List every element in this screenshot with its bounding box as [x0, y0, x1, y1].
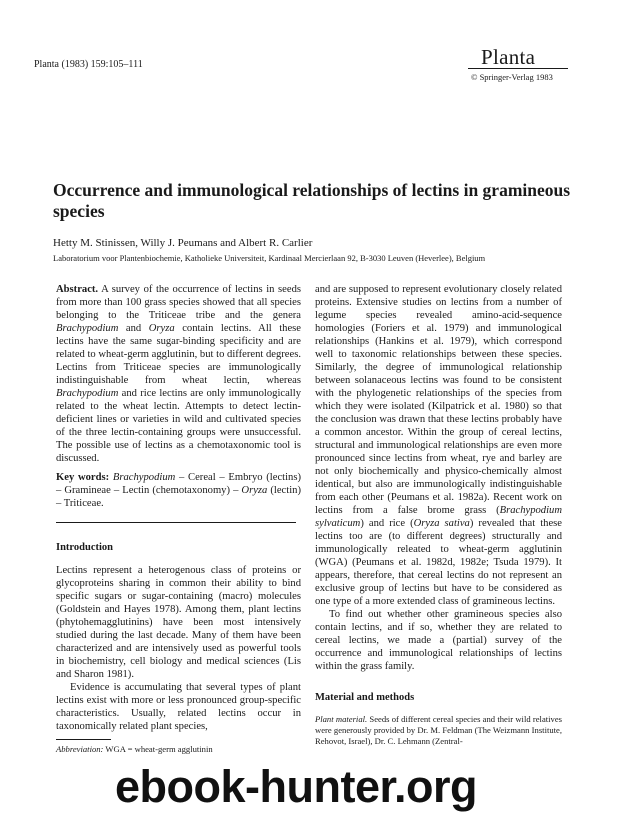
body-text: and are supposed to represent evolutionary closely related proteins. Extensive studies on lectins from a number of legume species revealed amino-acid-sequence homologies (Foriers et al. 1979) and immunological relationships (Hankins et al. 1979), which correspond well to taxonomic relationships between these species. Similarly, the degree of immunological relationship between solanaceous lectins was found to be consistent with the phylogenetic relationships of the species from which they were isolated (Kilpatrick et al. 1980) so that the conclusion was drawn that these lectins probably have a common ancestor. Within the group of cereal lectins, structural and immunological relationships are even more pronounced since lectins from wheat, rye and barley are not only biochemically and physico-chemically almost identical, but also are immunologically indistinguishable from each other (Peumans et al. 1982a). Recent work on lectins from a false brome grass (	[315, 284, 562, 516]
keyword-genus: Oryza	[241, 485, 268, 496]
keywords-paragraph	[56, 471, 301, 510]
abstract-genus: Oryza	[148, 323, 175, 334]
abstract-label: Abstract.	[56, 284, 99, 295]
introduction-paragraph-1: Lectins represent a heterogenous class of proteins or glycoproteins sharing in common their ability to bind specific sugars or sugar-containing (macro) molecules (Goldstein and Hayes 1978). Among them, plant lectins (phytohemagglutinins) have been most intensively studied during the last decade. Many of them have been characterized and are intensively used as powerful tools in biochemistry, cell biology and medical sciences (Lis and Sharon 1981).	[56, 565, 301, 680]
footnote-label: Abbreviation:	[56, 744, 104, 754]
body-text: ) revealed that these lectins too are (to different degrees) structurally and immunologically releated to wheat-germ agglutinin (WGA) (Peumans et al. 1982d, 1982e; Tsuda 1979). It appears, therefore, that cereal lectins do not represent an exclusive group of lectins but have to be considered as one type of a more extended class of gramineous lectins.	[315, 518, 562, 607]
journal-reference: Planta (1983) 159:105–111	[34, 59, 143, 70]
author-affiliation: Laboratorium voor Plantenbiochemie, Katholieke Universiteit, Kardinaal Mercierlaan 92, B-3030 Leuven (Heverlee), Belgium	[53, 253, 486, 263]
watermark: ebook-hunter.org	[115, 761, 477, 812]
body-text: ) and rice (	[360, 518, 414, 529]
footnote-text: WGA = wheat-germ agglutinin	[103, 744, 213, 754]
methods-text: Seeds of different cereal species and their wild relatives were generously provided by Dr. M. Feldman (The Weizmann Institute, Rehovot, Israel), Dr. C. Lehmann (Zentral-	[315, 714, 562, 746]
abstract-genus: Brachypodium	[56, 323, 119, 334]
methods-label: Plant material.	[315, 714, 368, 724]
keyword-genus: Brachypodium	[112, 472, 176, 483]
keywords-label: Key words:	[56, 472, 110, 483]
abstract-genus: Brachypodium	[56, 388, 119, 399]
abstract-text: contain lectins. All these lectins have the same sugar-binding specificity and are related to wheat-germ agglutinin, but to different degrees. Lectins from Triticeae species are immunologically indistinguishable from wheat lectin, whereas	[56, 323, 302, 386]
introduction-paragraph-2: Evidence is accumulating that several types of plant lectins exist with more or less pronounced group-specific characteristics. Usually, related lectins occur in taxonomically related plant species,	[56, 682, 301, 732]
species-name: Oryza sativa	[413, 518, 470, 529]
right-paragraph-2: To find out whether other gramineous species also contain lectins, and if so, whether they are related to cereal lectins, we made a (partial) survey of the occurrence and immunological relationships of lectins within the grass family.	[315, 609, 562, 672]
abbreviation-footnote	[56, 744, 301, 755]
article-title: Occurrence and immunological relationships of lectins in gramineous species	[53, 180, 571, 221]
abstract-text: A survey of the occurrence of lectins in seeds from more than 100 grass species showed that all species belonging to the Triticeae tribe and the genera	[56, 284, 301, 321]
keywords-text: – Cereal – Embryo (lectins) – Gramineae – Lectin (chemotaxonomy) –	[56, 472, 301, 496]
footnote-divider	[56, 739, 111, 740]
journal-name: Planta	[481, 45, 536, 69]
methods-heading: Material and methods	[315, 692, 415, 703]
introduction-heading: Introduction	[56, 542, 113, 553]
abstract-text: and	[118, 323, 149, 334]
right-column	[315, 283, 562, 747]
methods-paragraph	[315, 714, 562, 747]
species-name: Brachypodium sylvaticum	[315, 505, 562, 529]
abstract-divider	[56, 522, 296, 523]
article-authors: Hetty M. Stinissen, Willy J. Peumans and Albert R. Carlier	[53, 237, 313, 249]
journal-name-underline	[468, 68, 568, 69]
left-column	[56, 283, 301, 755]
copyright-notice: © Springer-Verlag 1983	[471, 72, 553, 82]
right-paragraph-1	[315, 283, 562, 608]
abstract-paragraph	[56, 283, 301, 465]
abstract-text: and rice lectins are only immunologically related to the wheat lectin. Attempts to detect lectin-deficient lines or varieties in wild and cultivated species of the three lectin-containing groups were unsuccessful. The possible use of lectins as a chemotaxonomic tool is discussed.	[56, 388, 301, 464]
keywords-text: (lectin) – Triticeae.	[56, 485, 301, 509]
